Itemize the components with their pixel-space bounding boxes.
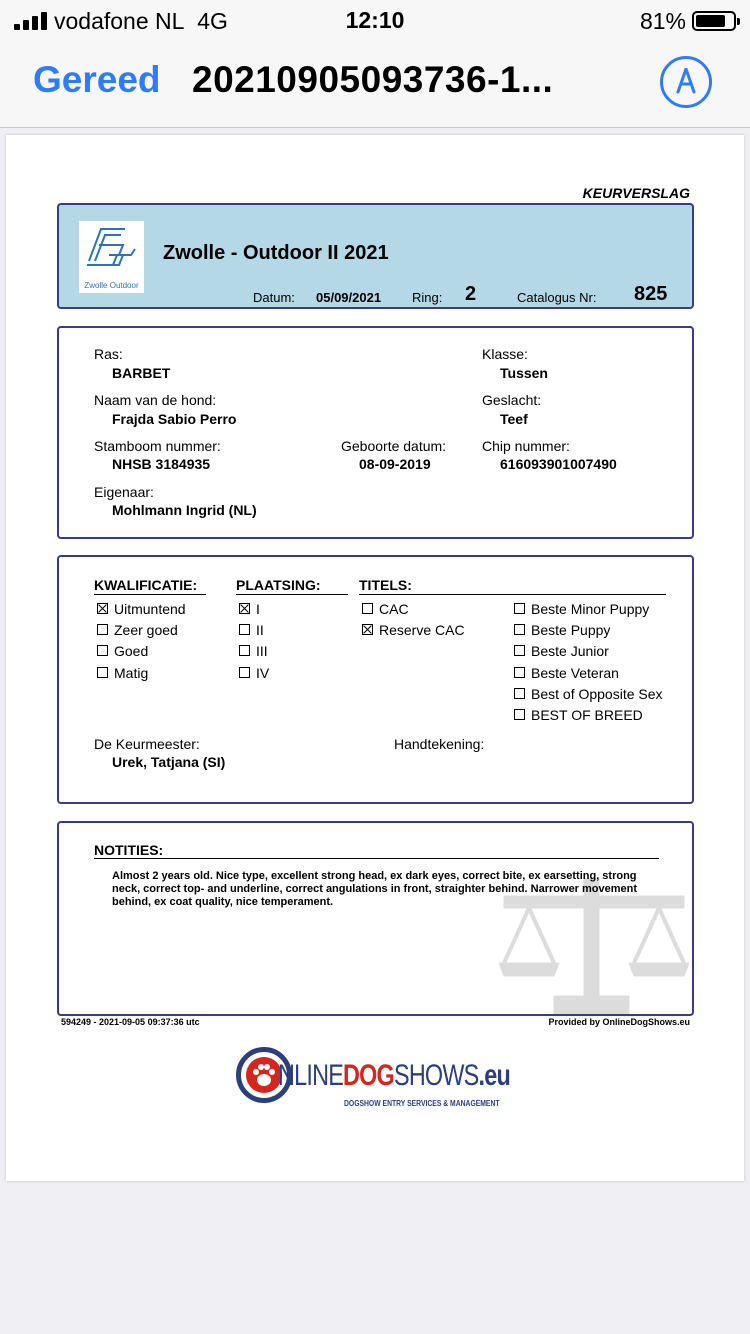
placement-label: IV	[256, 664, 270, 681]
qualification-header: KWALIFICATIE:	[94, 577, 198, 593]
onlinedogshows-logo	[236, 1047, 526, 1117]
show-name: Zwolle - Outdoor II 2021	[163, 242, 389, 264]
title-option	[514, 601, 649, 617]
checked-box-icon	[97, 603, 108, 614]
logo-caption: Zwolle Outdoor	[84, 281, 139, 290]
checked-box-icon	[239, 603, 250, 614]
ring-label: Ring:	[412, 290, 443, 305]
titles-header: TITELS:	[359, 577, 412, 593]
notes-section	[57, 821, 694, 1016]
sex-label: Geslacht:	[482, 392, 542, 408]
class-label: Klasse:	[482, 346, 528, 362]
owner-value: Mohlmann Ingrid (NL)	[112, 502, 257, 518]
signature-label: Handtekening:	[394, 736, 485, 752]
breed-label: Ras:	[94, 346, 123, 362]
pedigree-value: NHSB 3184935	[112, 456, 211, 472]
placement-label: II	[256, 622, 264, 639]
title-option	[514, 643, 609, 659]
qualification-option	[97, 665, 148, 681]
placement-header: PLAATSING:	[236, 577, 321, 593]
document-page	[6, 135, 744, 1181]
qualification-label: Zeer goed	[114, 622, 178, 639]
show-header	[57, 203, 694, 309]
qualification-label: Matig	[114, 664, 149, 681]
chip-value: 616093901007490	[500, 456, 617, 472]
navigation-bar	[0, 40, 750, 128]
title-option	[362, 601, 409, 617]
status-bar	[0, 0, 750, 40]
dog-info	[57, 326, 694, 539]
provider-note: Provided by OnlineDogShows.eu	[548, 1017, 690, 1027]
title-label: BEST OF BREED	[531, 707, 643, 723]
unchecked-box-icon	[514, 603, 525, 614]
dog-name-label: Naam van de hond:	[94, 392, 217, 408]
unchecked-box-icon	[97, 667, 108, 678]
placement-option	[239, 665, 269, 681]
carrier-network: vodafone NL 4G	[54, 8, 228, 34]
unchecked-box-icon	[514, 709, 525, 720]
brand-wordmark: NLINEDOGSHOWS.eu	[278, 1059, 510, 1092]
title-option	[514, 622, 610, 638]
placement-option	[239, 601, 260, 617]
owner-label: Eigenaar:	[94, 484, 154, 500]
pedigree-label: Stamboom nummer:	[94, 438, 221, 454]
title-label: Beste Veteran	[531, 664, 619, 681]
title-option	[362, 622, 465, 638]
qualification-option	[97, 643, 148, 659]
unchecked-box-icon	[239, 667, 250, 678]
judge-value: Urek, Tatjana (SI)	[112, 754, 226, 770]
notes-text: Almost 2 years old. Nice type, excellent strong head, ex dark eyes, correct bite, ex earsetting, strong neck, correct top- and underline, correct angulations in front, straighter behind. Narrower movement behind, ex coat quality, nice temperament.	[112, 870, 638, 908]
battery-icon	[692, 11, 736, 31]
title-option	[514, 686, 663, 702]
report-title: KEURVERSLAG	[582, 185, 690, 201]
unchecked-box-icon	[97, 645, 108, 656]
title-option	[514, 665, 619, 681]
breed-value: BARBET	[112, 365, 171, 381]
title-label: CAC	[379, 601, 409, 617]
unchecked-box-icon	[514, 688, 525, 699]
checked-box-icon	[362, 624, 373, 635]
zwolle-outdoor-logo	[79, 221, 144, 293]
chip-label: Chip nummer:	[482, 438, 570, 454]
qualification-option	[97, 622, 178, 638]
title-label: Best of Opposite Sex	[531, 685, 663, 702]
judging-results	[57, 555, 694, 804]
title-label: Beste Puppy	[531, 622, 611, 639]
notes-header: NOTITIES:	[94, 842, 164, 858]
qualification-option	[97, 601, 186, 617]
title-option	[514, 707, 643, 723]
class-value: Tussen	[500, 365, 548, 381]
status-time: 12:10	[345, 7, 405, 33]
title-label: Beste Minor Puppy	[531, 601, 650, 617]
placement-option	[239, 622, 264, 638]
sex-value: Teef	[500, 411, 528, 427]
title-label: Reserve CAC	[379, 622, 465, 639]
date-value: 05/09/2021	[316, 290, 382, 305]
unchecked-box-icon	[514, 667, 525, 678]
document-title: 20210905093736-1...	[192, 59, 554, 100]
unchecked-box-icon	[362, 603, 373, 614]
unchecked-box-icon	[239, 645, 250, 656]
placement-label: I	[256, 601, 260, 617]
date-label: Datum:	[253, 290, 295, 305]
birth-date-value: 08-09-2019	[359, 456, 431, 472]
judge-label: De Keurmeester:	[94, 736, 200, 752]
done-button[interactable]: Gereed	[33, 59, 161, 100]
title-label: Beste Junior	[531, 643, 609, 660]
placement-label: III	[256, 643, 268, 660]
dog-name-value: Frajda Sabio Perro	[112, 411, 237, 427]
catalog-value: 825	[634, 283, 668, 305]
unchecked-box-icon	[514, 645, 525, 656]
qualification-label: Uitmuntend	[114, 601, 186, 617]
ring-value: 2	[465, 283, 477, 305]
markup-pen-icon	[675, 68, 697, 96]
placement-option	[239, 643, 268, 659]
unchecked-box-icon	[239, 624, 250, 635]
catalog-label: Catalogus Nr:	[517, 290, 597, 305]
document-id-timestamp: 594249 - 2021-09-05 09:37:36 utc	[61, 1017, 200, 1027]
unchecked-box-icon	[97, 624, 108, 635]
markup-button[interactable]	[660, 56, 712, 108]
battery-percent: 81%	[639, 8, 686, 34]
unchecked-box-icon	[514, 624, 525, 635]
brand-tagline: DOGSHOW ENTRY SERVICES & MANAGEMENT	[344, 1099, 500, 1108]
qualification-label: Goed	[114, 643, 149, 660]
birth-date-label: Geboorte datum:	[341, 438, 447, 454]
